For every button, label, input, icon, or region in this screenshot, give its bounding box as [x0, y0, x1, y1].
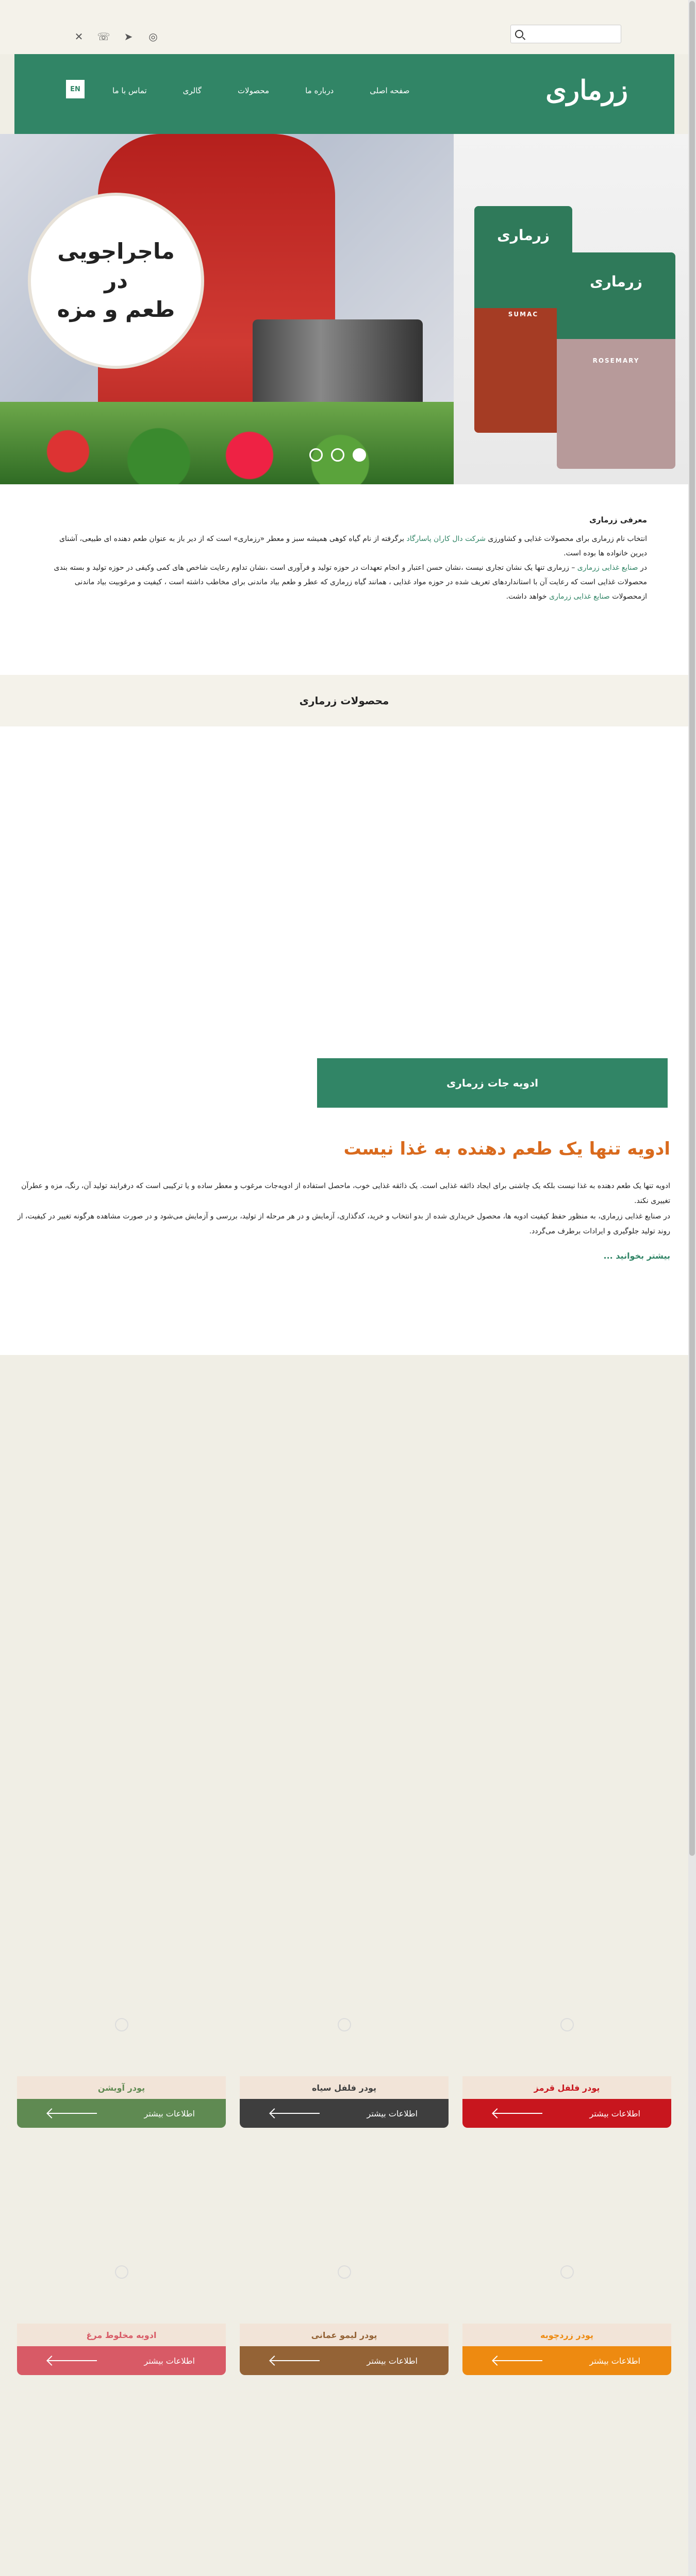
- intro-title: معرفی زرماری: [589, 515, 647, 524]
- brand-link-2[interactable]: صنایع غذایی زرماری: [549, 592, 610, 601]
- more-info-label: اطلاعات بیشتر: [367, 2108, 418, 2119]
- product-title: پودر زردچوبه: [462, 2324, 671, 2346]
- close-x-icon[interactable]: ✕: [74, 30, 84, 43]
- product-title: پودر آویشن: [17, 2076, 226, 2099]
- product-image[interactable]: [17, 1973, 226, 2076]
- product-title: پودر فلفل سیاه: [240, 2076, 449, 2099]
- loading-icon: [115, 2265, 128, 2279]
- pack-logo: زرماری: [497, 227, 550, 244]
- more-info-button[interactable]: [462, 2099, 671, 2128]
- loading-icon: [560, 2018, 574, 2031]
- scrollbar-thumb[interactable]: [689, 1, 695, 1856]
- hero-badge-text: ماجراجویی در طعم و مزه: [57, 238, 175, 323]
- product-pack-rosemary: [557, 252, 675, 469]
- site-logo[interactable]: زرماری: [545, 75, 628, 106]
- search-icon[interactable]: [515, 30, 523, 38]
- phone-icon[interactable]: ☏: [97, 30, 110, 43]
- slider-dot-2[interactable]: [331, 448, 344, 462]
- arrow-left-icon: [48, 2360, 97, 2361]
- more-info-button[interactable]: [240, 2346, 449, 2375]
- loading-icon: [338, 2265, 351, 2279]
- product-card: [462, 1973, 671, 2128]
- slider-dot-3[interactable]: [353, 448, 366, 462]
- hero-image-products: [454, 134, 688, 484]
- telegram-icon[interactable]: ➤: [124, 30, 133, 43]
- product-card: [240, 1973, 449, 2128]
- arrow-left-icon: [271, 2113, 320, 2114]
- loading-icon: [560, 2265, 574, 2279]
- products-area: [0, 726, 688, 1355]
- product-card: [462, 2221, 671, 2375]
- more-info-button[interactable]: [462, 2346, 671, 2375]
- social-links: [72, 30, 160, 43]
- loading-icon: [115, 2018, 128, 2031]
- pack-logo: زرماری: [590, 273, 642, 290]
- more-info-label: اطلاعات بیشتر: [589, 2355, 640, 2366]
- pack-name: ROSEMARY: [592, 357, 640, 364]
- product-title: پودر فلفل قرمز: [462, 2076, 671, 2099]
- product-card: [17, 2221, 226, 2375]
- more-info-button[interactable]: [240, 2099, 449, 2128]
- arrow-left-icon: [493, 2113, 542, 2114]
- arrow-left-icon: [271, 2360, 320, 2361]
- pack-name: SUMAC: [508, 311, 539, 318]
- brand-link-1[interactable]: صنایع غذایی زرماری: [577, 564, 638, 572]
- product-image[interactable]: [462, 2221, 671, 2324]
- article-paragraph-2: در صنایع غذایی زرماری، به منظور حفظ کیفیت ادویه ها، محصول خریداری شده از بدو انتخاب و خرید، کدگذاری، آزمایش و در هر مرحله از تولید، بررسی و آزمایش می‌شود و در صورت مشاهده هرگونه تغییر در کیفیت، از روند تولید جلوگیری و ایرادات برطرف می‌گردد.: [17, 1212, 670, 1236]
- more-info-label: اطلاعات بیشتر: [367, 2355, 418, 2366]
- slider-dots: [309, 448, 366, 462]
- hero-badge: [31, 196, 201, 366]
- main-navigation: [14, 54, 674, 134]
- product-image[interactable]: [240, 2221, 449, 2324]
- company-link[interactable]: شرکت دال کاران پاسارگاد: [406, 535, 486, 543]
- spices-category-button[interactable]: ادویه جات زرماری: [317, 1058, 668, 1108]
- product-image[interactable]: [17, 2221, 226, 2324]
- more-info-label: اطلاعات بیشتر: [144, 2355, 195, 2366]
- hero-slider: [0, 134, 688, 484]
- nav-link-products[interactable]: محصولات: [237, 86, 270, 95]
- language-switch[interactable]: EN: [66, 80, 85, 98]
- nav-link-gallery[interactable]: گالری: [183, 86, 202, 95]
- hero-image-chef: [0, 134, 454, 484]
- article-paragraph-1: ادویه تنها یک طعم دهنده به غذا نیست بلکه یک چاشنی برای ایجاد ذائقه غذایی است. یک ذائقه غذایی خوب، ماحصل استفاده از ادویه‌جات مرغوب و معطر ساده و یا ترکیبی است که درفرایند تولید آن، رنگ، مزه و عطرآن تغییری نکند.: [21, 1182, 670, 1206]
- article-section: [15, 1139, 670, 1261]
- nav-links: [112, 86, 409, 95]
- nav-link-about[interactable]: درباره ما: [305, 86, 334, 95]
- more-info-button[interactable]: [17, 2346, 226, 2375]
- slider-dot-1[interactable]: [309, 448, 323, 462]
- nav-link-contact[interactable]: تماس با ما: [112, 86, 147, 95]
- product-image[interactable]: [462, 1973, 671, 2076]
- intro-paragraph-2: در صنایع غذایی زرماری – زرماری تنها یک نشان تجاری نیست ،نشان حسن اعتبار و انجام تعهدات در حوزه تولید و فرآوری است ،نشان تداوم رعایت شاخص های کمی وکیفی در حوزه تولید و بسته بندی محصولات غذایی است که رعایت آن با استانداردهای تعریف شده در حوزه مواد غذایی ، همانند گیاه زرماری که عطر و طعم بیاد ماندنی برای مخاطب داشته است ، کیفیت و مرغوبیت بیاد ماندنی ازمحصولات صنایع غذایی زرماری خواهد داشت.: [54, 564, 647, 601]
- product-title: پودر لیمو عمانی: [240, 2324, 449, 2346]
- product-card: [17, 1973, 226, 2128]
- more-info-button[interactable]: [17, 2099, 226, 2128]
- products-header: [0, 675, 688, 726]
- read-more-link[interactable]: بیشتر بخوانید ...: [603, 1250, 670, 1261]
- more-info-label: اطلاعات بیشتر: [589, 2108, 640, 2119]
- product-image[interactable]: [240, 1973, 449, 2076]
- intro-section: [0, 484, 688, 675]
- vegetables: [0, 402, 454, 484]
- loading-icon: [338, 2018, 351, 2031]
- more-info-label: اطلاعات بیشتر: [144, 2108, 195, 2119]
- arrow-left-icon: [48, 2113, 97, 2114]
- product-title: ادویه مخلوط مرغ: [17, 2324, 226, 2346]
- instagram-icon[interactable]: ◎: [148, 30, 158, 43]
- search-box: [510, 25, 621, 43]
- page-scrollbar[interactable]: [688, 0, 696, 2576]
- article-title: ادویه تنها یک طعم دهنده به غذا نیست: [343, 1139, 670, 1159]
- search-input[interactable]: [528, 30, 616, 38]
- intro-paragraph-1: انتخاب نام زرماری برای محصولات غذایی و کشاورزی شرکت دال کاران پاسارگاد برگرفته از نام گیاه کوهی همیشه سبز و معطر «رزماری» است که از دیر باز به عنوان طعم دهنده ای طبیعی، آشنای دیرین خانواده ها بوده است.: [59, 535, 647, 557]
- arrow-left-icon: [493, 2360, 542, 2361]
- products-title: محصولات زرماری: [299, 694, 389, 707]
- nav-link-home[interactable]: صفحه اصلی: [370, 86, 410, 95]
- product-card: [240, 2221, 449, 2375]
- top-bar: [0, 0, 696, 54]
